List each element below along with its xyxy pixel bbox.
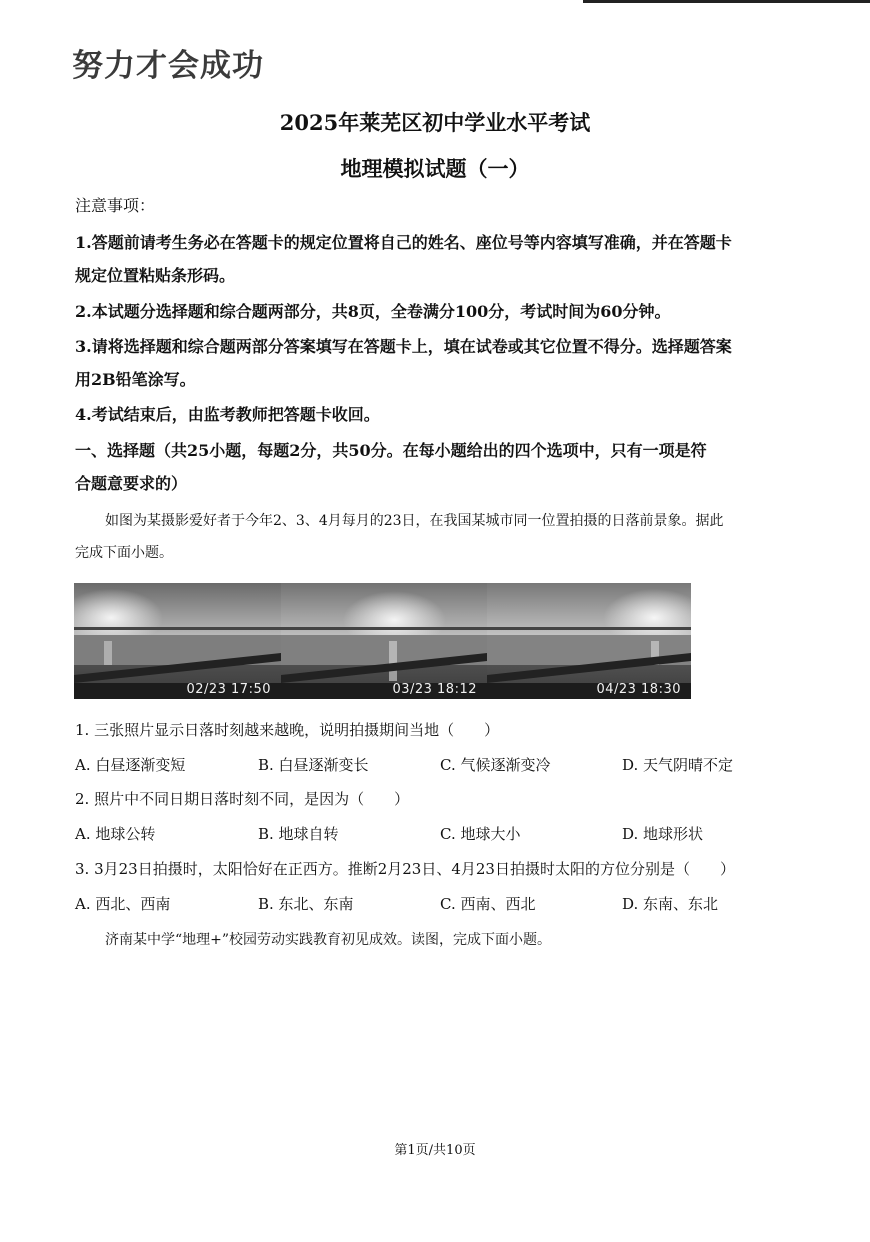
exam-title: 2025年莱芜区初中学业水平考试 xyxy=(279,110,591,135)
question-3-option-d: D. 东南、东北 xyxy=(622,895,719,913)
question-1-option-d: D. 天气阴晴不定 xyxy=(622,756,734,774)
photo-timestamp: 03/23 18:12 xyxy=(392,682,477,697)
question-2-stem: 2. 照片中不同日期日落时刻不同，是因为（ ） xyxy=(75,790,410,808)
intro-2: 济南某中学“地理+”校园劳动实践教育初见成效。读图，完成下面小题。 xyxy=(105,932,552,948)
question-1-option-b: B. 白昼逐渐变长 xyxy=(258,756,369,774)
exam-subtitle: 地理模拟试题（一） xyxy=(340,156,530,181)
intro-line-2: 完成下面小题。 xyxy=(75,545,173,561)
notice-item-1-line-2: 规定位置粘贴条形码。 xyxy=(75,266,236,285)
sunset-photo-apr xyxy=(487,583,691,699)
question-2-option-a: A. 地球公转 xyxy=(75,825,156,843)
top-rule xyxy=(583,0,870,3)
question-1-option-a: A. 白昼逐渐变短 xyxy=(75,756,186,774)
question-3-stem: 3. 3月23日拍摄时，太阳恰好在正西方。推断2月23日、4月23日拍摄时太阳的方位分别是（ ） xyxy=(75,860,735,878)
question-2-option-d: D. 地球形状 xyxy=(622,825,704,843)
notice-item-3-line-1: 3.请将选择题和综合题两部分答案填写在答题卡上，填在试卷或其它位置不得分。选择题答案 xyxy=(75,337,732,356)
watermark-text: 努力才会成功 xyxy=(72,48,264,84)
section-heading-line-1: 一、选择题（共25小题，每题2分，共50分。在每小题给出的四个选项中，只有一项是符 xyxy=(75,441,707,460)
question-2-option-b: B. 地球自转 xyxy=(258,825,339,843)
sunset-photo-strip xyxy=(74,583,691,699)
question-1-stem: 1. 三张照片显示日落时刻越来越晚，说明拍摄期间当地（ ） xyxy=(75,721,500,739)
question-1-option-c: C. 气候逐渐变冷 xyxy=(440,756,551,774)
photo-timestamp: 02/23 17:50 xyxy=(186,682,271,697)
intro-line-1: 如图为某摄影爱好者于今年2、3、4月每月的23日，在我国某城市同一位置拍摄的日落前景象。据此 xyxy=(105,513,724,529)
notice-item-4: 4.考试结束后，由监考教师把答题卡收回。 xyxy=(75,405,380,424)
question-3-option-c: C. 西南、西北 xyxy=(440,895,536,913)
photo-timestamp: 04/23 18:30 xyxy=(596,682,681,697)
notice-item-2: 2.本试题分选择题和综合题两部分，共8页，全卷满分100分，考试时间为60分钟。 xyxy=(75,302,671,321)
notice-heading: 注意事项： xyxy=(75,196,156,215)
question-3-option-b: B. 东北、东南 xyxy=(258,895,354,913)
page-number: 第1页/共10页 xyxy=(394,1143,476,1158)
question-2-option-c: C. 地球大小 xyxy=(440,825,521,843)
section-heading-line-2: 合题意要求的） xyxy=(75,474,188,493)
sunset-photo-mar xyxy=(281,583,487,699)
notice-item-3-line-2: 用2B铅笔涂写。 xyxy=(75,370,196,389)
question-3-option-a: A. 西北、西南 xyxy=(75,895,171,913)
sunset-photo-feb xyxy=(74,583,281,699)
notice-item-1-line-1: 1.答题前请考生务必在答题卡的规定位置将自己的姓名、座位号等内容填写准确，并在答题卡 xyxy=(75,233,732,252)
